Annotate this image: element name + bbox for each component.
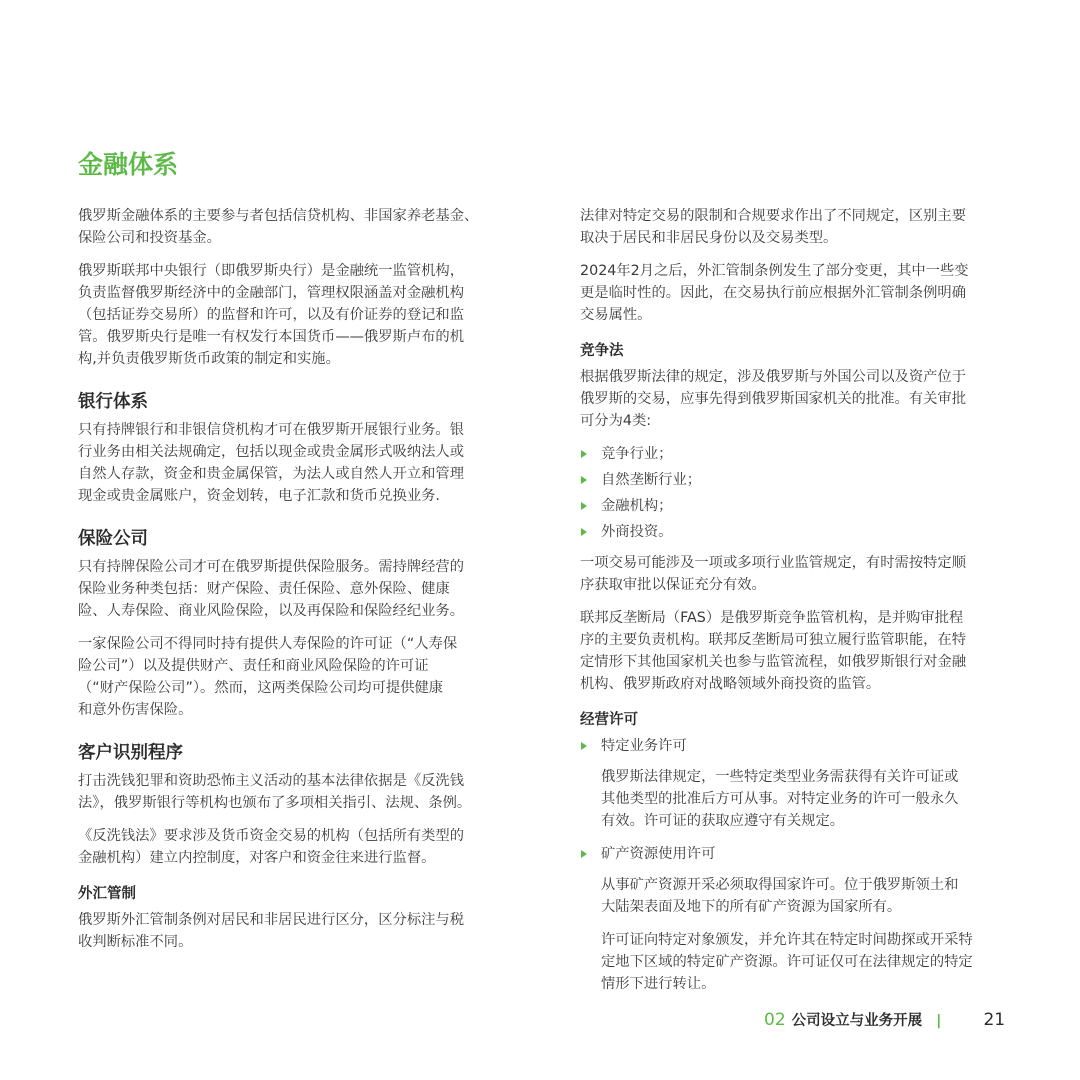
intro-paragraph-1: 俄罗斯金融体系的主要参与者包括信贷机构、非国家养老基金、 保险公司和投资基金。 (78, 208, 479, 246)
list-item (580, 521, 1028, 543)
chapter-number: 02 (764, 1010, 786, 1030)
license-item-label: 特定业务许可 (601, 738, 687, 754)
bullet-arrow-icon (581, 742, 587, 750)
fx-paragraph-1: 俄罗斯外汇管制条例对居民和非居民进行区分，区分标注与税 收判断标准不同。 (78, 912, 465, 950)
license-detail-paragraph: 俄罗斯法律规定，一些特定类型业务需获得有关许可证或 其他类型的批准后方可从事。对特定业务的许可一般永久 有效。许可证的获取应遵守有关规定。 (601, 769, 959, 829)
bullet-arrow-icon (581, 450, 587, 458)
license-item-details (580, 766, 1028, 832)
competition-paragraph-1: 根据俄罗斯法律的规定，涉及俄罗斯与外国公司以及资产位于 俄罗斯的交易，应事先得到俄罗斯国家机关的批准。有关审批 可分为4类: (580, 369, 967, 429)
page-footer (764, 1006, 1005, 1034)
kyc-paragraph-2: 《反洗钱法》要求涉及货币资金交易的机构（包括所有类型的 金融机构）建立内控制度，对客户和资金往来进行监督。 (78, 828, 465, 866)
insurance-paragraph-1: 只有持牌保险公司才可在俄罗斯提供保险服务。需持牌经营的 保险业务种类包括：财产保险、责任保险、意外保险、健康 险、人寿保险、商业风险保险，以及再保险和保险经纪业务。 (78, 559, 465, 619)
bullet-arrow-icon (581, 850, 587, 858)
bullet-arrow-icon (581, 476, 587, 484)
list-item (580, 443, 1028, 465)
kyc-paragraph-1: 打击洗钱犯罪和资助恐怖主义活动的基本法律依据是《反洗钱 法》，俄罗斯银行等机构也颁布了多项相关指引、法规、条例。 (78, 773, 472, 811)
page-title: 金融体系 (78, 150, 179, 179)
fx-paragraph-3: 2024年2月之后，外汇管制条例发生了部分变更，其中一些变 更是临时性的。因此，在交易执行前应根据外汇管制条例明确 交易属性。 (580, 263, 969, 323)
list-item-text: 金融机构； (601, 498, 673, 514)
competition-paragraph-3: 联邦反垄断局（FAS）是俄罗斯竞争监管机构，是并购审批程 序的主要负责机构。联邦反垄断局可独立履行监管职能，在特 定情形下其他国家机关也参与监管流程，如俄罗斯银行对金融 机构、俄罗斯政府对战略领域外商投资的监管。 (580, 610, 967, 692)
license-item-details (580, 874, 1028, 995)
license-list (580, 735, 1028, 757)
insurance-paragraph-2: 一家保险公司不得同时持有提供人寿保险的许可证（“人寿保 险公司”）以及提供财产、责任和商业风险保险的许可证 （“财产保险公司”）。然而，这两类保险公司均可提供健康 和意外伤害保险。 (78, 636, 458, 718)
list-item-text: 自然垄断行业； (601, 472, 702, 488)
license-item-label: 矿产资源使用许可 (601, 846, 716, 862)
license-detail-paragraph: 从事矿产资源开采必须取得国家许可。位于俄罗斯领土和 大陆架表面及地下的所有矿产资源为国家所有。 (601, 877, 959, 915)
list-item (580, 843, 1028, 865)
left-column (78, 205, 526, 964)
license-heading: 经营许可 (580, 712, 638, 728)
list-item (580, 495, 1028, 517)
license-list-2 (580, 843, 1028, 865)
list-item (580, 469, 1028, 491)
footer-separator: | (936, 1013, 942, 1029)
kyc-heading: 客户识别程序 (78, 743, 183, 763)
right-column (580, 205, 1028, 1006)
competition-heading: 竞争法 (580, 343, 624, 359)
bullet-arrow-icon (581, 528, 587, 536)
page-number: 21 (983, 1010, 1006, 1030)
competition-paragraph-2: 一项交易可能涉及一项或多项行业监管规定，有时需按特定顺 序获取审批以保证充分有效。 (580, 555, 967, 593)
insurance-heading: 保险公司 (78, 529, 148, 549)
competition-list (580, 443, 1028, 543)
intro-paragraph-2: 俄罗斯联邦中央银行（即俄罗斯央行）是金融统一监管机构， 负责监督俄罗斯经济中的金融部门，管理权限涵盖对金融机构 （包括证券交易所）的监督和许可，以及有价证券的登记和监 管。俄罗斯央行是唯一有权发行本国货币——俄罗斯卢布的机 构,并负责俄罗斯货币政策的制定和实施。 (78, 263, 465, 367)
list-item-text: 外商投资。 (601, 524, 673, 540)
list-item (580, 735, 1028, 757)
fx-paragraph-2: 法律对特定交易的限制和合规要求作出了不同规定，区别主要 取决于居民和非居民身份以及交易类型。 (580, 208, 967, 246)
fx-heading: 外汇管制 (78, 886, 136, 902)
list-item-text: 竞争行业； (601, 446, 673, 462)
banking-paragraph: 只有持牌银行和非银信贷机构才可在俄罗斯开展银行业务。银 行业务由相关法规确定，包括以现金或贵金属形式吸纳法人或 自然人存款，资金和贵金属保管，为法人或自然人开立和管理 现金或贵金属账户，资金划转，电子汇款和货币兑换业务. (78, 422, 465, 504)
bullet-arrow-icon (581, 502, 587, 510)
license-detail-paragraph: 许可证向特定对象颁发，并允许其在特定时间勘探或开采特 定地下区域的特定矿产资源。许可证仅可在法律规定的特定 情形下进行转让。 (601, 932, 973, 992)
banking-heading: 银行体系 (78, 392, 148, 412)
chapter-title: 公司设立与业务开展 (791, 1013, 923, 1029)
